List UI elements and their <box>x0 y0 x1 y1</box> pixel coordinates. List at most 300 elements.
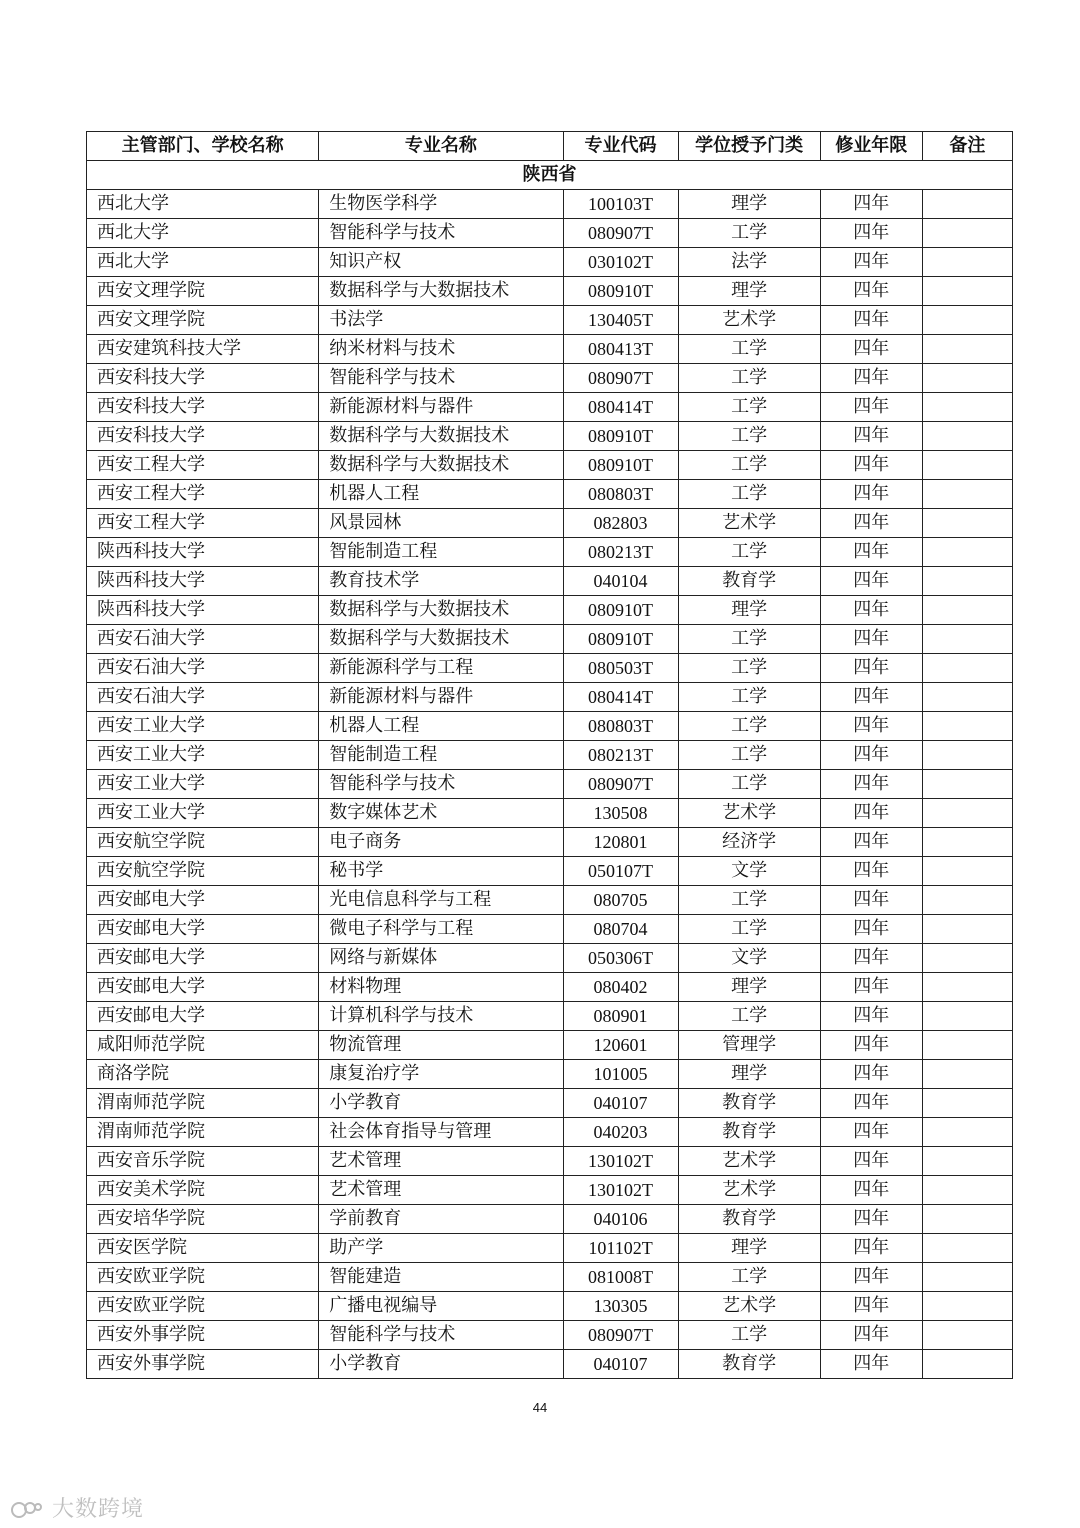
header-remarks: 备注 <box>922 132 1012 161</box>
degree-cell: 工学 <box>678 480 820 509</box>
major-cell: 数据科学与大数据技术 <box>319 596 563 625</box>
header-major: 专业名称 <box>319 132 563 161</box>
watermark <box>10 1492 144 1523</box>
major-cell: 康复治疗学 <box>319 1060 563 1089</box>
major-cell: 物流管理 <box>319 1031 563 1060</box>
remarks-cell <box>922 886 1012 915</box>
years-cell: 四年 <box>820 828 922 857</box>
major-cell: 智能制造工程 <box>319 741 563 770</box>
major-cell: 智能制造工程 <box>319 538 563 567</box>
years-cell: 四年 <box>820 1031 922 1060</box>
years-cell: 四年 <box>820 1292 922 1321</box>
years-cell: 四年 <box>820 451 922 480</box>
years-cell: 四年 <box>820 1321 922 1350</box>
degree-cell: 教育学 <box>678 1118 820 1147</box>
table-row <box>87 1234 1013 1263</box>
school-cell: 西安邮电大学 <box>87 973 319 1002</box>
years-cell: 四年 <box>820 944 922 973</box>
major-cell: 智能科学与技术 <box>319 1321 563 1350</box>
school-cell: 咸阳师范学院 <box>87 1031 319 1060</box>
table-row <box>87 683 1013 712</box>
table-row <box>87 1002 1013 1031</box>
degree-cell: 工学 <box>678 1321 820 1350</box>
years-cell: 四年 <box>820 654 922 683</box>
table-row <box>87 799 1013 828</box>
remarks-cell <box>922 828 1012 857</box>
school-cell: 西安工程大学 <box>87 480 319 509</box>
degree-cell: 理学 <box>678 973 820 1002</box>
code-cell: 080907T <box>563 219 678 248</box>
major-cell: 教育技术学 <box>319 567 563 596</box>
school-cell: 西安外事学院 <box>87 1350 319 1379</box>
table-row <box>87 741 1013 770</box>
remarks-cell <box>922 1147 1012 1176</box>
school-cell: 西安邮电大学 <box>87 944 319 973</box>
years-cell: 四年 <box>820 741 922 770</box>
major-cell: 风景园林 <box>319 509 563 538</box>
degree-cell: 理学 <box>678 596 820 625</box>
remarks-cell <box>922 1292 1012 1321</box>
degree-cell: 艺术学 <box>678 799 820 828</box>
school-cell: 西安工业大学 <box>87 770 319 799</box>
major-cell: 光电信息科学与工程 <box>319 886 563 915</box>
school-cell: 西安工业大学 <box>87 799 319 828</box>
table-row <box>87 451 1013 480</box>
code-cell: 080907T <box>563 1321 678 1350</box>
major-cell: 书法学 <box>319 306 563 335</box>
major-cell: 艺术管理 <box>319 1147 563 1176</box>
code-cell: 080910T <box>563 451 678 480</box>
remarks-cell <box>922 248 1012 277</box>
code-cell: 080803T <box>563 480 678 509</box>
table-row <box>87 480 1013 509</box>
table-row <box>87 567 1013 596</box>
remarks-cell <box>922 480 1012 509</box>
major-cell: 机器人工程 <box>319 480 563 509</box>
degree-cell: 艺术学 <box>678 306 820 335</box>
code-cell: 130102T <box>563 1147 678 1176</box>
degree-cell: 工学 <box>678 915 820 944</box>
table-row <box>87 770 1013 799</box>
logo-icon <box>10 1499 44 1521</box>
table-row <box>87 857 1013 886</box>
code-cell: 040107 <box>563 1089 678 1118</box>
years-cell: 四年 <box>820 596 922 625</box>
code-cell: 130305 <box>563 1292 678 1321</box>
table-row <box>87 248 1013 277</box>
code-cell: 080413T <box>563 335 678 364</box>
remarks-cell <box>922 190 1012 219</box>
table-row <box>87 828 1013 857</box>
degree-cell: 经济学 <box>678 828 820 857</box>
school-cell: 西安工程大学 <box>87 451 319 480</box>
code-cell: 101005 <box>563 1060 678 1089</box>
major-cell: 新能源材料与器件 <box>319 683 563 712</box>
major-cell: 生物医学科学 <box>319 190 563 219</box>
code-cell: 030102T <box>563 248 678 277</box>
years-cell: 四年 <box>820 1002 922 1031</box>
school-cell: 西安科技大学 <box>87 364 319 393</box>
code-cell: 130102T <box>563 1176 678 1205</box>
school-cell: 西安工业大学 <box>87 741 319 770</box>
code-cell: 130405T <box>563 306 678 335</box>
table-row <box>87 1118 1013 1147</box>
table-row <box>87 538 1013 567</box>
years-cell: 四年 <box>820 1234 922 1263</box>
school-cell: 西安外事学院 <box>87 1321 319 1350</box>
remarks-cell <box>922 1234 1012 1263</box>
degree-cell: 工学 <box>678 538 820 567</box>
school-cell: 陕西科技大学 <box>87 567 319 596</box>
degree-cell: 工学 <box>678 770 820 799</box>
years-cell: 四年 <box>820 973 922 1002</box>
page-number: 44 <box>532 1400 548 1415</box>
degree-cell: 工学 <box>678 451 820 480</box>
table-row <box>87 886 1013 915</box>
table-row <box>87 944 1013 973</box>
remarks-cell <box>922 712 1012 741</box>
table-row <box>87 509 1013 538</box>
years-cell: 四年 <box>820 364 922 393</box>
school-cell: 西安邮电大学 <box>87 915 319 944</box>
code-cell: 101102T <box>563 1234 678 1263</box>
table-header-row <box>87 132 1013 161</box>
years-cell: 四年 <box>820 509 922 538</box>
school-cell: 西安建筑科技大学 <box>87 335 319 364</box>
years-cell: 四年 <box>820 190 922 219</box>
table-row <box>87 364 1013 393</box>
code-cell: 120601 <box>563 1031 678 1060</box>
major-cell: 数据科学与大数据技术 <box>319 625 563 654</box>
years-cell: 四年 <box>820 857 922 886</box>
major-cell: 机器人工程 <box>319 712 563 741</box>
school-cell: 西安工程大学 <box>87 509 319 538</box>
degree-cell: 艺术学 <box>678 509 820 538</box>
code-cell: 081008T <box>563 1263 678 1292</box>
code-cell: 040106 <box>563 1205 678 1234</box>
major-cell: 智能科学与技术 <box>319 364 563 393</box>
remarks-cell <box>922 1060 1012 1089</box>
school-cell: 西北大学 <box>87 190 319 219</box>
major-cell: 数据科学与大数据技术 <box>319 422 563 451</box>
code-cell: 050306T <box>563 944 678 973</box>
code-cell: 080910T <box>563 625 678 654</box>
code-cell: 040104 <box>563 567 678 596</box>
degree-cell: 工学 <box>678 422 820 451</box>
school-cell: 渭南师范学院 <box>87 1089 319 1118</box>
code-cell: 082803 <box>563 509 678 538</box>
province-name: 陕西省 <box>87 161 1013 190</box>
table-row <box>87 190 1013 219</box>
school-cell: 西安科技大学 <box>87 422 319 451</box>
years-cell: 四年 <box>820 1060 922 1089</box>
degree-cell: 工学 <box>678 1002 820 1031</box>
remarks-cell <box>922 1002 1012 1031</box>
degree-cell: 工学 <box>678 741 820 770</box>
school-cell: 西安石油大学 <box>87 654 319 683</box>
code-cell: 080704 <box>563 915 678 944</box>
years-cell: 四年 <box>820 1350 922 1379</box>
code-cell: 080503T <box>563 654 678 683</box>
school-cell: 西安音乐学院 <box>87 1147 319 1176</box>
degree-cell: 工学 <box>678 219 820 248</box>
school-cell: 商洛学院 <box>87 1060 319 1089</box>
school-cell: 西安欧亚学院 <box>87 1292 319 1321</box>
table-row <box>87 1205 1013 1234</box>
school-cell: 陕西科技大学 <box>87 538 319 567</box>
degree-cell: 教育学 <box>678 1089 820 1118</box>
major-cell: 计算机科学与技术 <box>319 1002 563 1031</box>
table-row <box>87 219 1013 248</box>
header-school: 主管部门、学校名称 <box>87 132 319 161</box>
major-cell: 知识产权 <box>319 248 563 277</box>
table-row <box>87 625 1013 654</box>
major-list-table <box>86 131 1013 1379</box>
remarks-cell <box>922 1118 1012 1147</box>
years-cell: 四年 <box>820 422 922 451</box>
degree-cell: 理学 <box>678 190 820 219</box>
school-cell: 西安美术学院 <box>87 1176 319 1205</box>
table-row <box>87 915 1013 944</box>
years-cell: 四年 <box>820 712 922 741</box>
school-cell: 西安邮电大学 <box>87 886 319 915</box>
remarks-cell <box>922 1176 1012 1205</box>
remarks-cell <box>922 1263 1012 1292</box>
major-cell: 数字媒体艺术 <box>319 799 563 828</box>
code-cell: 080414T <box>563 393 678 422</box>
remarks-cell <box>922 1205 1012 1234</box>
school-cell: 西安石油大学 <box>87 683 319 712</box>
school-cell: 西安文理学院 <box>87 306 319 335</box>
remarks-cell <box>922 770 1012 799</box>
years-cell: 四年 <box>820 480 922 509</box>
major-cell: 学前教育 <box>319 1205 563 1234</box>
remarks-cell <box>922 451 1012 480</box>
code-cell: 040107 <box>563 1350 678 1379</box>
table-row <box>87 1350 1013 1379</box>
years-cell: 四年 <box>820 306 922 335</box>
table-row <box>87 1292 1013 1321</box>
code-cell: 080414T <box>563 683 678 712</box>
table-row <box>87 422 1013 451</box>
remarks-cell <box>922 799 1012 828</box>
table-row <box>87 712 1013 741</box>
code-cell: 050107T <box>563 857 678 886</box>
school-cell: 渭南师范学院 <box>87 1118 319 1147</box>
degree-cell: 工学 <box>678 683 820 712</box>
degree-cell: 教育学 <box>678 567 820 596</box>
years-cell: 四年 <box>820 393 922 422</box>
code-cell: 080907T <box>563 770 678 799</box>
table-row <box>87 973 1013 1002</box>
remarks-cell <box>922 683 1012 712</box>
major-cell: 小学教育 <box>319 1089 563 1118</box>
table-row <box>87 654 1013 683</box>
school-cell: 西安培华学院 <box>87 1205 319 1234</box>
major-cell: 小学教育 <box>319 1350 563 1379</box>
years-cell: 四年 <box>820 1089 922 1118</box>
table-row <box>87 1176 1013 1205</box>
remarks-cell <box>922 219 1012 248</box>
years-cell: 四年 <box>820 1147 922 1176</box>
degree-cell: 艺术学 <box>678 1147 820 1176</box>
code-cell: 080901 <box>563 1002 678 1031</box>
school-cell: 西安航空学院 <box>87 828 319 857</box>
degree-cell: 工学 <box>678 625 820 654</box>
years-cell: 四年 <box>820 567 922 596</box>
major-cell: 数据科学与大数据技术 <box>319 451 563 480</box>
remarks-cell <box>922 306 1012 335</box>
degree-cell: 理学 <box>678 1234 820 1263</box>
degree-cell: 工学 <box>678 364 820 393</box>
years-cell: 四年 <box>820 625 922 654</box>
years-cell: 四年 <box>820 683 922 712</box>
school-cell: 西安航空学院 <box>87 857 319 886</box>
major-cell: 网络与新媒体 <box>319 944 563 973</box>
major-cell: 数据科学与大数据技术 <box>319 277 563 306</box>
remarks-cell <box>922 1031 1012 1060</box>
code-cell: 120801 <box>563 828 678 857</box>
remarks-cell <box>922 277 1012 306</box>
school-cell: 西安邮电大学 <box>87 1002 319 1031</box>
province-row <box>87 161 1013 190</box>
table-row <box>87 1089 1013 1118</box>
remarks-cell <box>922 741 1012 770</box>
degree-cell: 管理学 <box>678 1031 820 1060</box>
years-cell: 四年 <box>820 219 922 248</box>
major-cell: 智能科学与技术 <box>319 770 563 799</box>
degree-cell: 工学 <box>678 712 820 741</box>
table-row <box>87 1321 1013 1350</box>
degree-cell: 工学 <box>678 393 820 422</box>
years-cell: 四年 <box>820 1176 922 1205</box>
remarks-cell <box>922 509 1012 538</box>
remarks-cell <box>922 973 1012 1002</box>
table-row <box>87 1147 1013 1176</box>
school-cell: 西安工业大学 <box>87 712 319 741</box>
remarks-cell <box>922 1321 1012 1350</box>
major-cell: 社会体育指导与管理 <box>319 1118 563 1147</box>
major-cell: 艺术管理 <box>319 1176 563 1205</box>
remarks-cell <box>922 857 1012 886</box>
code-cell: 080910T <box>563 277 678 306</box>
major-cell: 秘书学 <box>319 857 563 886</box>
remarks-cell <box>922 944 1012 973</box>
years-cell: 四年 <box>820 915 922 944</box>
major-cell: 广播电视编导 <box>319 1292 563 1321</box>
years-cell: 四年 <box>820 886 922 915</box>
major-cell: 新能源科学与工程 <box>319 654 563 683</box>
code-cell: 130508 <box>563 799 678 828</box>
code-cell: 080213T <box>563 741 678 770</box>
school-cell: 西安科技大学 <box>87 393 319 422</box>
school-cell: 陕西科技大学 <box>87 596 319 625</box>
years-cell: 四年 <box>820 335 922 364</box>
remarks-cell <box>922 915 1012 944</box>
remarks-cell <box>922 596 1012 625</box>
remarks-cell <box>922 1350 1012 1379</box>
header-years: 修业年限 <box>820 132 922 161</box>
header-code: 专业代码 <box>563 132 678 161</box>
major-cell: 助产学 <box>319 1234 563 1263</box>
school-cell: 西安石油大学 <box>87 625 319 654</box>
code-cell: 080803T <box>563 712 678 741</box>
school-cell: 西安医学院 <box>87 1234 319 1263</box>
years-cell: 四年 <box>820 1263 922 1292</box>
degree-cell: 工学 <box>678 654 820 683</box>
degree-cell: 理学 <box>678 1060 820 1089</box>
table-row <box>87 1263 1013 1292</box>
table-row <box>87 1031 1013 1060</box>
table-row <box>87 1060 1013 1089</box>
degree-cell: 艺术学 <box>678 1292 820 1321</box>
degree-cell: 文学 <box>678 944 820 973</box>
code-cell: 080705 <box>563 886 678 915</box>
code-cell: 080910T <box>563 596 678 625</box>
remarks-cell <box>922 393 1012 422</box>
table-row <box>87 306 1013 335</box>
remarks-cell <box>922 364 1012 393</box>
table-row <box>87 596 1013 625</box>
remarks-cell <box>922 567 1012 596</box>
years-cell: 四年 <box>820 538 922 567</box>
degree-cell: 教育学 <box>678 1350 820 1379</box>
years-cell: 四年 <box>820 799 922 828</box>
code-cell: 080213T <box>563 538 678 567</box>
major-cell: 智能科学与技术 <box>319 219 563 248</box>
degree-cell: 理学 <box>678 277 820 306</box>
remarks-cell <box>922 1089 1012 1118</box>
major-cell: 智能建造 <box>319 1263 563 1292</box>
table-row <box>87 277 1013 306</box>
degree-cell: 法学 <box>678 248 820 277</box>
degree-cell: 教育学 <box>678 1205 820 1234</box>
major-cell: 纳米材料与技术 <box>319 335 563 364</box>
code-cell: 080910T <box>563 422 678 451</box>
remarks-cell <box>922 538 1012 567</box>
table-row <box>87 335 1013 364</box>
remarks-cell <box>922 654 1012 683</box>
years-cell: 四年 <box>820 248 922 277</box>
table-row <box>87 393 1013 422</box>
years-cell: 四年 <box>820 277 922 306</box>
remarks-cell <box>922 335 1012 364</box>
watermark-text: 大数跨境 <box>52 1497 145 1522</box>
remarks-cell <box>922 422 1012 451</box>
code-cell: 100103T <box>563 190 678 219</box>
school-cell: 西北大学 <box>87 248 319 277</box>
school-cell: 西安欧亚学院 <box>87 1263 319 1292</box>
school-cell: 西安文理学院 <box>87 277 319 306</box>
years-cell: 四年 <box>820 1205 922 1234</box>
degree-cell: 工学 <box>678 1263 820 1292</box>
degree-cell: 工学 <box>678 886 820 915</box>
major-cell: 新能源材料与器件 <box>319 393 563 422</box>
code-cell: 080907T <box>563 364 678 393</box>
code-cell: 040203 <box>563 1118 678 1147</box>
degree-cell: 工学 <box>678 335 820 364</box>
years-cell: 四年 <box>820 1118 922 1147</box>
major-cell: 电子商务 <box>319 828 563 857</box>
code-cell: 080402 <box>563 973 678 1002</box>
major-cell: 材料物理 <box>319 973 563 1002</box>
remarks-cell <box>922 625 1012 654</box>
school-cell: 西北大学 <box>87 219 319 248</box>
degree-cell: 艺术学 <box>678 1176 820 1205</box>
years-cell: 四年 <box>820 770 922 799</box>
degree-cell: 文学 <box>678 857 820 886</box>
header-degree: 学位授予门类 <box>678 132 820 161</box>
